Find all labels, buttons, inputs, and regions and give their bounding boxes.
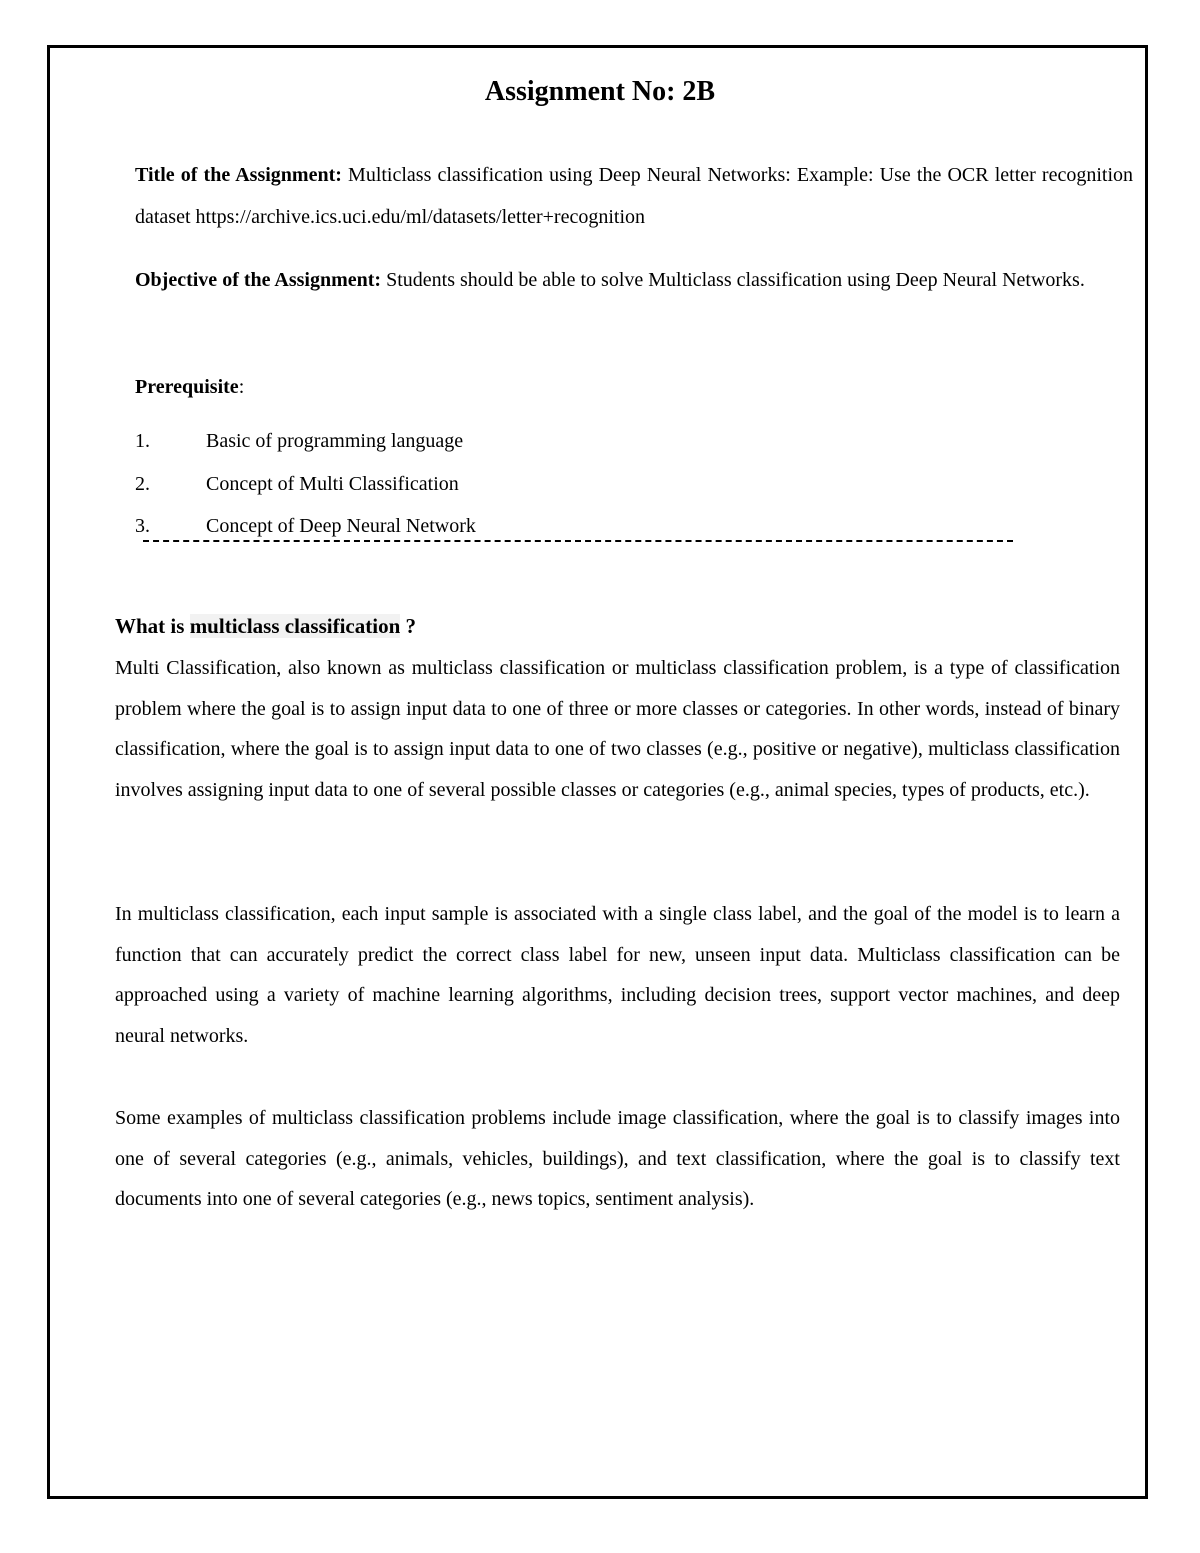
list-item-number: 1. <box>135 430 150 452</box>
prerequisite-label: Prerequisite <box>135 376 239 398</box>
list-item <box>135 463 935 506</box>
list-item-number: 2. <box>135 472 150 495</box>
section-heading <box>115 606 416 646</box>
section-heading-prefix: What is <box>115 614 190 638</box>
section-heading-suffix: ? <box>400 614 417 638</box>
assignment-title: Assignment No: 2B <box>484 76 716 107</box>
prerequisite-list <box>135 420 935 548</box>
paragraph-examples: Some examples of multiclass classification problems include image classification, where the goal is to classify images into one of several categories (e.g., animals, vehicles, buildings), and text classification, where the goal is to classify text documents into one of several categories (e.g., news topics, sentiment analysis). <box>115 1107 1120 1210</box>
section-heading-highlight: multiclass classification <box>189 614 401 638</box>
objective-paragraph <box>135 259 1133 301</box>
prerequisite-colon: : <box>238 376 245 398</box>
objective-label: Objective of the Assignment: <box>135 269 382 291</box>
dashed-divider <box>143 540 1013 542</box>
assignment-title-paragraph <box>135 154 1133 238</box>
list-item-text: Concept of Multi Classification <box>206 472 459 495</box>
prerequisite-heading <box>135 366 244 408</box>
objective-text: Students should be able to solve Multiclass classification using Deep Neural Networks. <box>381 269 1085 291</box>
list-item <box>135 420 935 463</box>
list-item-text: Concept of Deep Neural Network <box>206 515 476 537</box>
list-item-text: Basic of programming language <box>206 430 464 452</box>
assignment-title-label: Title of the Assignment: <box>135 164 342 186</box>
paragraph-definition: Multi Classification, also known as multiclass classification or multiclass classification problem, is a type of classification problem where the goal is to assign input data to one of three or more classes or categories. In other words, instead of binary classification, where the goal is to assign input data to one of two classes (e.g., positive or negative), multiclass classification involves assigning input data to one of several possible classes or categories (e.g., animal species, types of products, etc.). <box>115 657 1120 801</box>
assignment-title-text: Multiclass classification using Deep Neural Networks: Example: Use the OCR letter recognition dataset https://archive.ics.uci.edu/ml/datasets/letter+recognition <box>135 164 1134 228</box>
paragraph-approach: In multiclass classification, each input sample is associated with a single class label, and the goal of the model is to learn a function that can accurately predict the correct class label for new, unseen input data. Multiclass classification can be approached using a variety of machine learning algorithms, including decision trees, support vector machines, and deep neural networks. <box>115 903 1120 1047</box>
list-item-number: 3. <box>135 515 150 537</box>
